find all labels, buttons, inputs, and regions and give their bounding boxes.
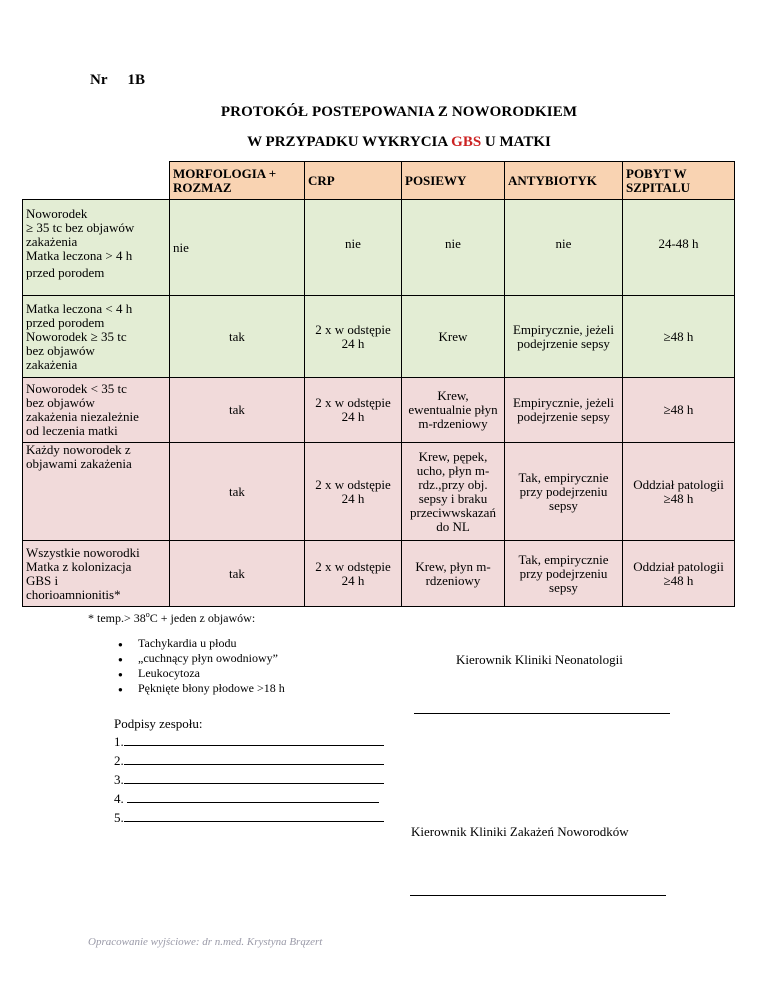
head-neonatology-label: Kierownik Kliniki Neonatologii [456, 652, 623, 667]
team-signature-2: 2. [114, 752, 384, 769]
cell-pobyt: Oddział patologii ≥48 h [623, 443, 735, 541]
title-line-2-post: U MATKI [481, 134, 551, 150]
signature-line-infections [410, 895, 666, 896]
symptom-list [118, 636, 285, 696]
cell-posiewy: Krew, pępek, ucho, płyn m-rdz.,przy obj. sepsy i braku przeciwwskazań do NL [402, 443, 505, 541]
team-signatures-label: Podpisy zespołu: [114, 716, 203, 731]
row-label: Każdy noworodek z objawami zakażenia [23, 443, 170, 541]
document-number [90, 72, 145, 89]
title-line-1: PROTOKÓŁ POSTEPOWANIA Z NOWORODKIEM [220, 104, 578, 120]
cell-morfologia: tak [170, 296, 305, 378]
cell-posiewy: Krew [402, 296, 505, 378]
row-label: Noworodek < 35 tc bez objawów zakażenia niezależnie od leczenia matki [23, 378, 170, 443]
cell-morfologia: tak [170, 378, 305, 443]
cell-pobyt: ≥48 h [623, 378, 735, 443]
table-row [23, 378, 735, 443]
team-signature-4: 4. [114, 790, 379, 807]
cell-crp: 2 x w odstępie 24 h [305, 378, 402, 443]
protocol-table [22, 161, 735, 607]
cell-morfologia: tak [170, 541, 305, 607]
cell-antybiotyk: Empirycznie, jeżeli podejrzenie sepsy [505, 378, 623, 443]
row-label: Wszystkie noworodki Matka z kolonizacja GBS i chorioamnionitis* [23, 541, 170, 607]
row-label: Noworodek ≥ 35 tc bez objawów zakażenia Matka leczona > 4 h przed porodem [23, 200, 170, 296]
cell-pobyt: 24-48 h [623, 200, 735, 296]
signature-line-neonatology [414, 713, 670, 714]
nr-label: Nr [90, 72, 108, 88]
header-morfologia: MORFOLOGIA + ROZMAZ [170, 162, 305, 200]
table-row [23, 541, 735, 607]
header-posiewy: POSIEWY [402, 162, 505, 200]
cell-antybiotyk: Tak, empirycznie przy podejrzeniu sepsy [505, 541, 623, 607]
list-item: ● Leukocytoza [118, 666, 285, 681]
cell-posiewy: nie [402, 200, 505, 296]
cell-antybiotyk: Tak, empirycznie przy podejrzeniu sepsy [505, 443, 623, 541]
cell-posiewy: Krew, płyn m-rdzeniowy [402, 541, 505, 607]
cell-morfologia: tak [170, 443, 305, 541]
cell-pobyt: ≥48 h [623, 296, 735, 378]
header-pobyt: POBYT W SZPITALU [623, 162, 735, 200]
title-line-2 [0, 134, 768, 151]
cell-crp: 2 x w odstępie 24 h [305, 541, 402, 607]
footer-author: Opracowanie wyjściowe: dr n.med. Krystyna Brązert [88, 936, 323, 948]
list-item: ● „cuchnący płyn owodniowy” [118, 651, 285, 666]
cell-antybiotyk: Empirycznie, jeżeli podejrzenie sepsy [505, 296, 623, 378]
list-item: ● Pęknięte błony płodowe >18 h [118, 681, 285, 696]
team-signature-1: 1. [114, 733, 384, 750]
cell-posiewy: Krew, ewentualnie płyn m-rdzeniowy [402, 378, 505, 443]
header-crp: CRP [305, 162, 402, 200]
table-row [23, 296, 735, 378]
title-gbs: GBS [451, 134, 482, 150]
footnote: * temp.> $38^oC$ + jeden z objawów: [88, 610, 256, 625]
nr-value: 1B [127, 72, 146, 88]
cell-crp: 2 x w odstępie 24 h [305, 443, 402, 541]
row-label: Matka leczona < 4 h przed porodem Noworodek ≥ 35 tc bez objawów zakażenia [23, 296, 170, 378]
team-signature-5: 5. [114, 809, 384, 826]
cell-crp: 2 x w odstępie 24 h [305, 296, 402, 378]
table-header-row [23, 162, 735, 200]
title-line-2-pre: W PRZYPADKU WYKRYCIA [247, 134, 452, 150]
cell-crp: nie [305, 200, 402, 296]
team-signature-3: 3. [114, 771, 384, 788]
header-blank-cell [23, 162, 170, 200]
list-item: ● Tachykardia u płodu [118, 636, 285, 651]
cell-morfologia: nie [170, 200, 305, 296]
table-row [23, 443, 735, 541]
header-antybiotyk: ANTYBIOTYK [505, 162, 623, 200]
head-infections-label: Kierownik Kliniki Zakażeń Noworodków [411, 824, 629, 839]
cell-antybiotyk: nie [505, 200, 623, 296]
table-row [23, 200, 735, 296]
cell-pobyt: Oddział patologii ≥48 h [623, 541, 735, 607]
